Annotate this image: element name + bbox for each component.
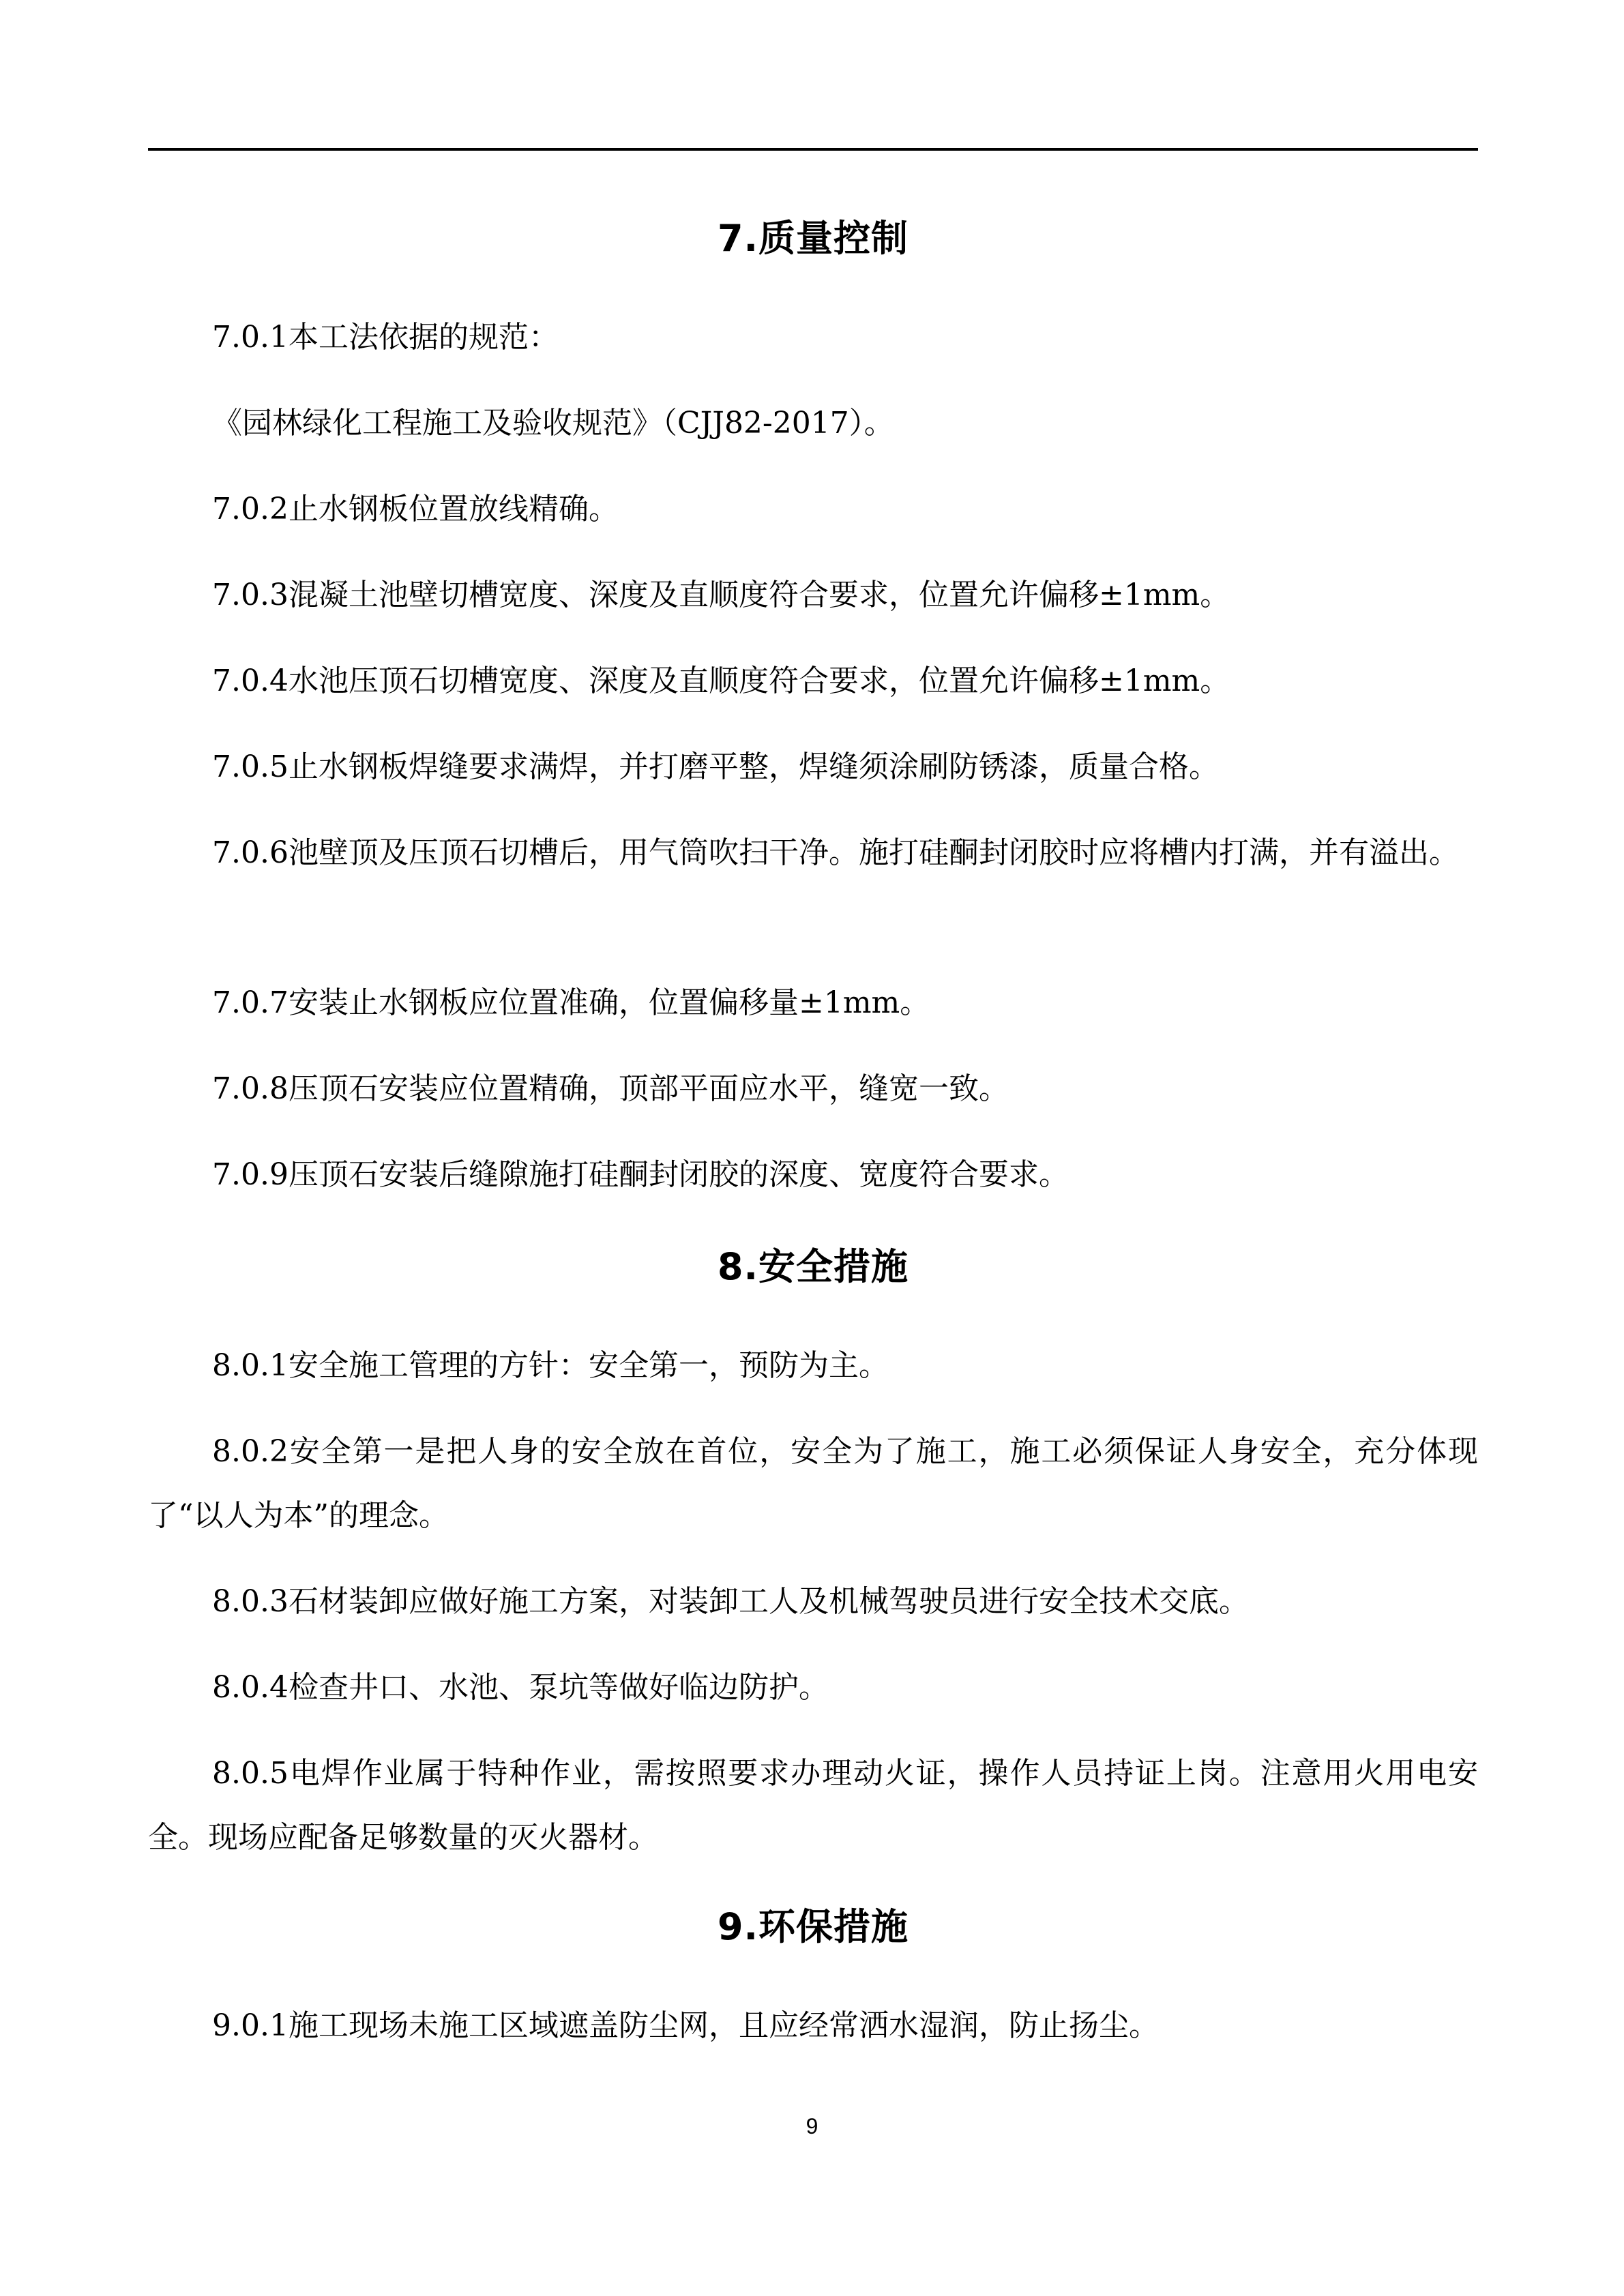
paragraph-7-0-6: 7.0.6池壁顶及压顶石切槽后，用气筒吹扫干净。施打硅酮封闭胶时应将槽内打满，并有溢出。 [212,835,1459,870]
paragraph-7-0-9: 7.0.9压顶石安装后缝隙施打硅酮封闭胶的深度、宽度符合要求。 [212,1157,1069,1192]
paragraph-7-0-2: 7.0.2止水钢板位置放线精确。 [212,492,619,526]
paragraph-7-0-3: 7.0.3混凝土池壁切槽宽度、深度及直顺度符合要求，位置允许偏移±1mm。 [212,578,1230,612]
paragraph-9-0-1: 9.0.1施工现场未施工区域遮盖防尘网，且应经常洒水湿润，防止扬尘。 [212,2008,1159,2043]
paragraph-8-0-5: 8.0.5电焊作业属于特种作业，需按照要求办理动火证，操作人员持证上岗。注意用火用电安全。现场应配备足够数量的灭火器材。 [148,1756,1478,1855]
paragraph-7-0-1: 7.0.1本工法依据的规范： [212,320,559,355]
paragraph-8-0-3: 8.0.3石材装卸应做好施工方案，对装卸工人及机械驾驶员进行安全技术交底。 [212,1584,1249,1619]
section-heading-environmental-measures: 9.环保措施 [717,1905,909,1948]
paragraph-8-0-4: 8.0.4检查井口、水池、泵坑等做好临边防护。 [212,1670,829,1705]
paragraph-8-0-1: 8.0.1安全施工管理的方针：安全第一，预防为主。 [212,1348,889,1383]
paragraph-standard-reference: 《园林绿化工程施工及验收规范》（CJJ82-2017）。 [212,406,894,441]
section-heading-quality-control: 7.质量控制 [717,217,909,260]
paragraph-7-0-8: 7.0.8压顶石安装应位置精确，顶部平面应水平，缝宽一致。 [212,1071,1009,1106]
paragraph-7-0-7: 7.0.7安装止水钢板应位置准确，位置偏移量±1mm。 [212,985,930,1020]
paragraph-7-0-5: 7.0.5止水钢板焊缝要求满焊，并打磨平整，焊缝须涂刷防锈漆，质量合格。 [212,749,1219,784]
paragraph-8-0-2: 8.0.2安全第一是把人身的安全放在首位，安全为了施工，施工必须保证人身安全，充分体现了“以人为本”的理念。 [148,1434,1478,1533]
section-heading-safety-measures: 8.安全措施 [717,1245,909,1288]
header-rule [148,148,1478,151]
paragraph-7-0-4: 7.0.4水池压顶石切槽宽度、深度及直顺度符合要求，位置允许偏移±1mm。 [212,664,1230,698]
page-number: 9 [806,2114,818,2138]
